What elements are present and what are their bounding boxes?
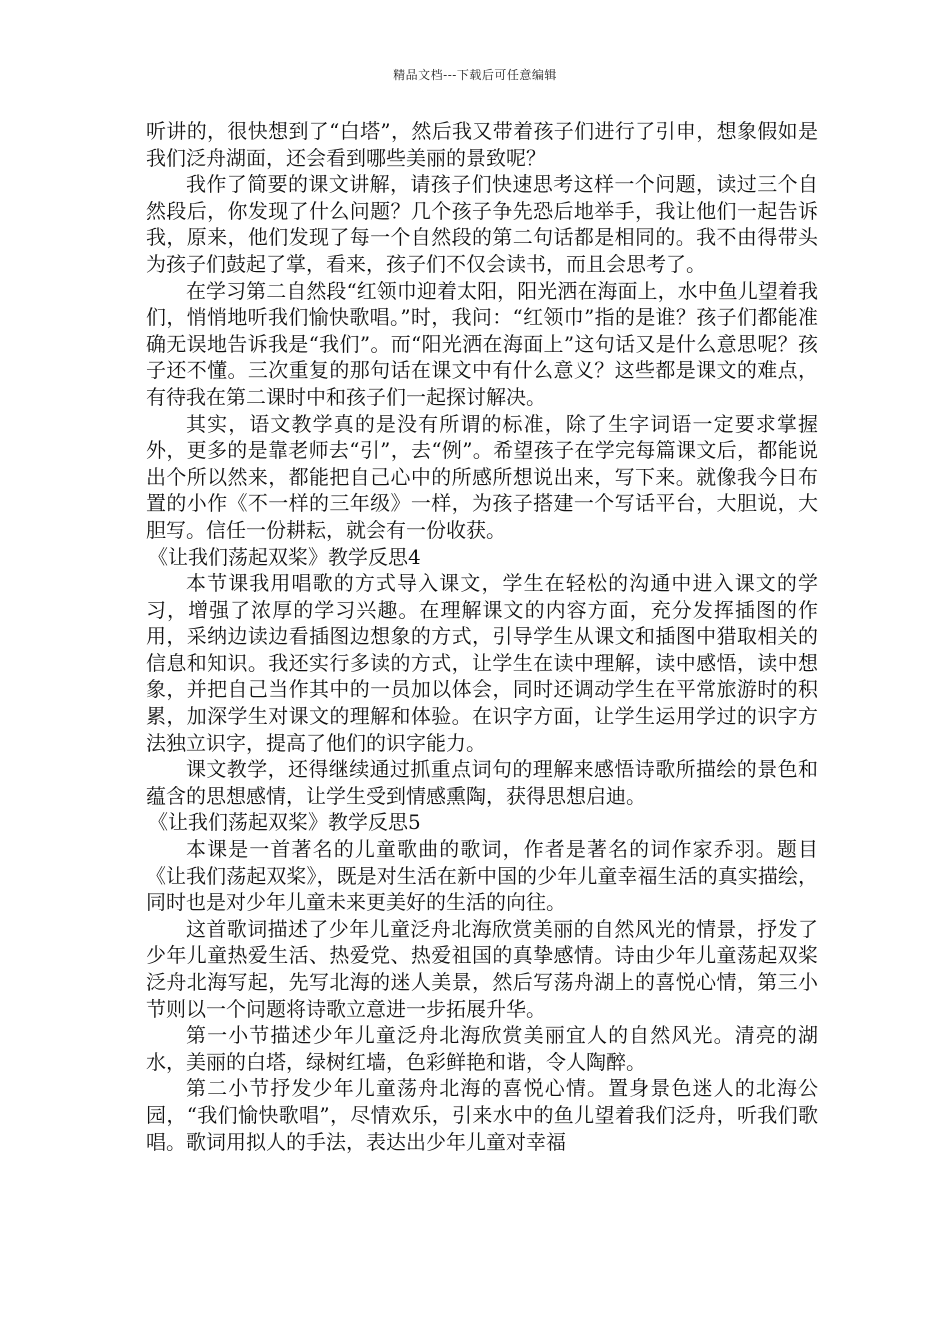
paragraph: 课文教学，还得继续通过抓重点词句的理解来感悟诗歌所描绘的景色和蕴含的思想感情，让学生受到情感熏陶，获得思想启迪。 — [146, 757, 818, 808]
paragraph: 本节课我用唱歌的方式导入课文，学生在轻松的沟通中进入课文的学习，增强了浓厚的学习兴趣。在理解课文的内容方面，充分发挥插图的作用，采纳边读边看插图边想象的方式，引导学生从课文和插图中猎取相关的信息和知识。我还实行多读的方式，让学生在读中理解，读中感悟，读中想象，并把自己当作其中的一员加以体会，同时还调动学生在平常旅游时的积累，加深学生对课文的理解和体验。在识字方面，让学生运用学过的识字方法独立识字，提高了他们的识字能力。 — [146, 571, 818, 755]
paragraph: 第二小节抒发少年儿童荡舟北海的喜悦心情。置身景色迷人的北海公园，“我们愉快歌唱”，尽情欢乐，引来水中的鱼儿望着我们泛舟，听我们歌唱。歌词用拟人的手法，表达出少年儿童对幸福 — [146, 1076, 818, 1154]
document-body — [146, 118, 818, 1155]
paragraph: 在学习第二自然段“红领巾迎着太阳，阳光洒在海面上，水中鱼儿望着我们，悄悄地听我们愉快歌唱。”时，我问：“红领巾”指的是谁？孩子们都能准确无误地告诉我是“我们”。而“阳光洒在海面上”这句话又是什么意思呢？孩子还不懂。三次重复的那句话在课文中有什么意义？这些都是课文的难点，有待我在第二课时中和孩子们一起探讨解决。 — [146, 278, 818, 409]
section-heading: 《让我们荡起双桨》教学反思5 — [148, 810, 421, 835]
paragraph: 这首歌词描述了少年儿童泛舟北海欣赏美丽的自然风光的情景，抒发了少年儿童热爱生活、热爱党、热爱祖国的真挚感情。诗由少年儿童荡起双桨泛舟北海写起，先写北海的迷人美景，然后写荡舟湖上的喜悦心情，第三小节则以一个问题将诗歌立意进一步拓展升华。 — [146, 916, 818, 1021]
paragraph: 本课是一首著名的儿童歌曲的歌词，作者是著名的词作家乔羽。题目《让我们荡起双桨》，既是对生活在新中国的少年儿童幸福生活的真实描绘，同时也是对少年儿童未来更美好的生活的向往。 — [146, 837, 818, 915]
paragraph: 听讲的，很快想到了“白塔”，然后我又带着孩子们进行了引申，想象假如是我们泛舟湖面，还会看到哪些美丽的景致呢？ — [146, 119, 818, 170]
paragraph: 其实，语文教学真的是没有所谓的标准，除了生字词语一定要求掌握外，更多的是靠老师去“引”，去“例”。希望孩子在学完每篇课文后，都能说出个所以然来，都能把自己心中的所感所想说出来，写下来。就像我今日布置的小作《不一样的三年级》一样，为孩子搭建一个写话平台，大胆说，大胆写。信任一份耕耘，就会有一份收获。 — [146, 411, 818, 542]
paragraph: 我作了简要的课文讲解，请孩子们快速思考这样一个问题，读过三个自然段后，你发现了什么问题？几个孩子争先恐后地举手，我让他们一起告诉我，原来，他们发现了每一个自然段的第二句话都是相同的。我不由得带头为孩子们鼓起了掌，看来，孩子们不仅会读书，而且会思考了。 — [146, 172, 818, 276]
section-heading: 《让我们荡起双桨》教学反思4 — [148, 544, 421, 569]
page-header: 精品文档---下载后可任意编辑 — [393, 68, 557, 82]
paragraph: 第一小节描述少年儿童泛舟北海欣赏美丽宜人的自然风光。清亮的湖水，美丽的白塔，绿树红墙，色彩鲜艳和谐，令人陶醉。 — [146, 1023, 818, 1074]
